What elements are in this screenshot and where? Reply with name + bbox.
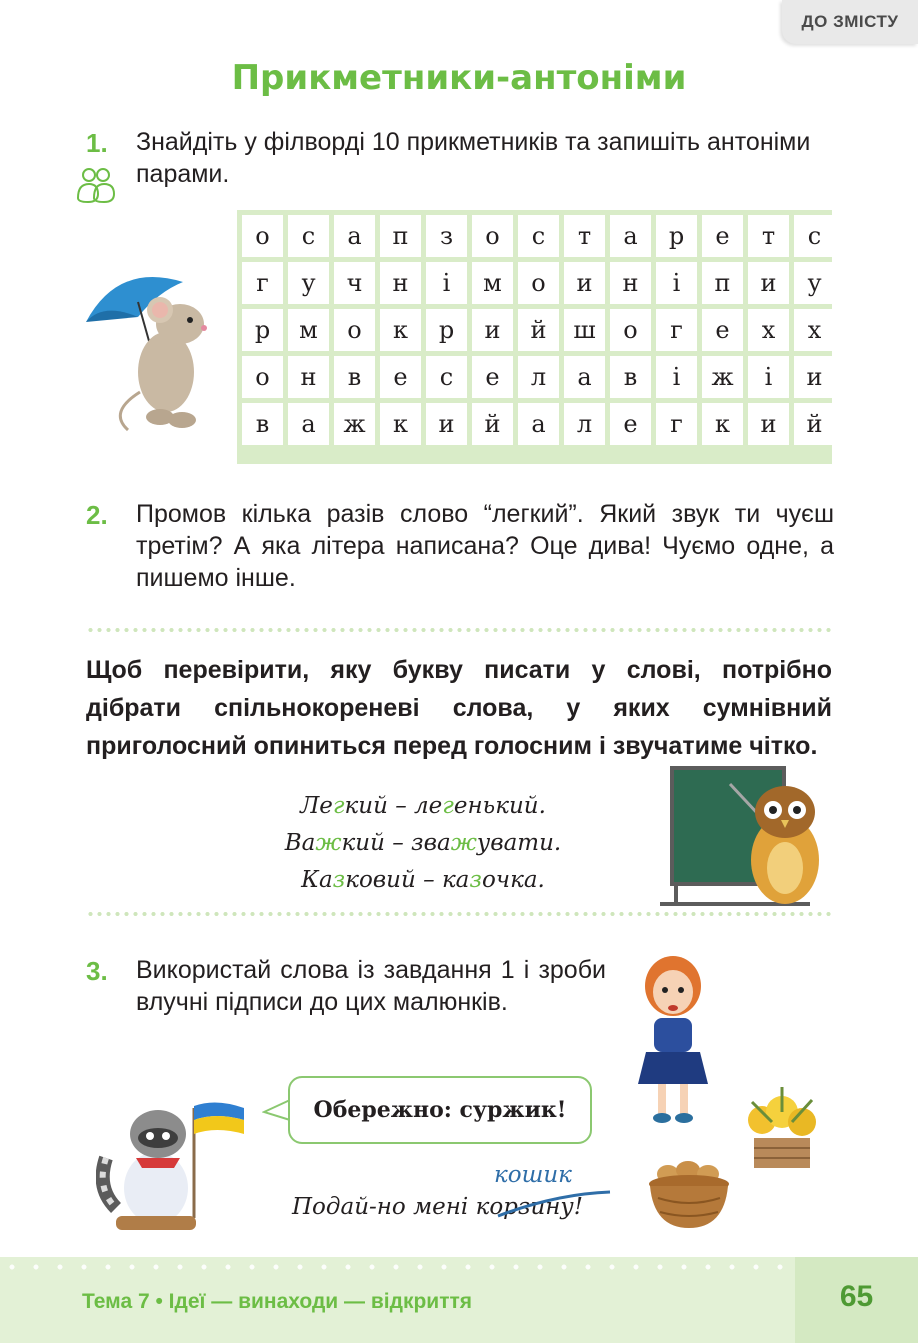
grid-cell: м bbox=[288, 309, 329, 351]
grid-cell: ж bbox=[702, 356, 743, 398]
grid-cell: е bbox=[610, 403, 651, 445]
grid-cell: і bbox=[426, 262, 467, 304]
grid-cell: т bbox=[748, 215, 789, 257]
task-2-text: Промов кілька разів слово “легкий”. Який звук ти чуєш третім? А яка літера написана? Оце дива! Чуємо одне, а пишемо інше. bbox=[136, 500, 834, 592]
grid-cell: у bbox=[794, 262, 835, 304]
grid-cell: й bbox=[518, 309, 559, 351]
grid-cell: з bbox=[426, 215, 467, 257]
grid-cell: е bbox=[702, 215, 743, 257]
task-3-number: 3. bbox=[86, 956, 108, 986]
grid-cell: х bbox=[794, 309, 835, 351]
grid-cell: и bbox=[426, 403, 467, 445]
divider-top bbox=[86, 626, 832, 634]
page-number: 65 bbox=[839, 1280, 874, 1313]
correction-word: кошик bbox=[494, 1162, 572, 1188]
girl-illustration bbox=[628, 948, 718, 1128]
grid-cell: с bbox=[288, 215, 329, 257]
toc-button[interactable] bbox=[782, 0, 918, 44]
sentence: Подай-но мені корзину! bbox=[292, 1194, 583, 1220]
grid-cell: к bbox=[702, 403, 743, 445]
grid-cell: с bbox=[426, 356, 467, 398]
grid-cell: а bbox=[334, 215, 375, 257]
grid-cell: е bbox=[472, 356, 513, 398]
wrong-word: корзину bbox=[475, 1194, 574, 1220]
grid-cell: п bbox=[702, 262, 743, 304]
grid-cell: н bbox=[610, 262, 651, 304]
task-1-number: 1. bbox=[86, 128, 108, 158]
grid-cell: в bbox=[334, 356, 375, 398]
grid-cell: й bbox=[794, 403, 835, 445]
footer-topic: Тема 7 • Ідеї — винаходи — відкриття bbox=[82, 1290, 473, 1313]
grid-cell: ш bbox=[564, 309, 605, 351]
grid-cell: и bbox=[748, 403, 789, 445]
grid-cell: л bbox=[518, 356, 559, 398]
grid-cell: х bbox=[748, 309, 789, 351]
grid-cell: в bbox=[610, 356, 651, 398]
divider-bottom bbox=[86, 910, 832, 918]
grid-cell: в bbox=[242, 403, 283, 445]
potato-basket-illustration bbox=[646, 1158, 732, 1232]
footer-pattern bbox=[0, 1258, 918, 1278]
page-title: Прикметники-антоніми bbox=[231, 58, 687, 98]
grid-cell: к bbox=[380, 309, 421, 351]
grid-cell: о bbox=[242, 356, 283, 398]
mouse-umbrella-illustration bbox=[78, 262, 213, 432]
grid-cell: и bbox=[564, 262, 605, 304]
grid-cell: а bbox=[518, 403, 559, 445]
task-1-text: Знайдіть у філворді 10 прикметників та запишіть антоніми парами. bbox=[136, 128, 811, 188]
grid-cell: о bbox=[334, 309, 375, 351]
grid-cell: ч bbox=[334, 262, 375, 304]
pair-icon bbox=[76, 164, 116, 206]
examples-block bbox=[258, 788, 588, 899]
grid-cell: а bbox=[610, 215, 651, 257]
grid-cell: р bbox=[426, 309, 467, 351]
grid-cell: к bbox=[380, 403, 421, 445]
flower-basket-illustration bbox=[732, 1082, 832, 1174]
speech-bubble: Обережно: суржик! bbox=[288, 1076, 592, 1144]
grid-cell: с bbox=[518, 215, 559, 257]
task-3-text: Використай слова із завдання 1 і зроби влучні підписи до цих малюнків. bbox=[136, 956, 606, 1016]
grid-cell: р bbox=[656, 215, 697, 257]
grid-cell: у bbox=[288, 262, 329, 304]
grid-cell: п bbox=[380, 215, 421, 257]
grid-cell: р bbox=[242, 309, 283, 351]
grid-cell: г bbox=[656, 403, 697, 445]
grid-cell: й bbox=[472, 403, 513, 445]
example-line-1: Легкий – легенький. bbox=[300, 793, 546, 819]
grid-cell: і bbox=[656, 262, 697, 304]
example-line-2: Важкий – зважувати. bbox=[284, 830, 562, 856]
grid-cell: о bbox=[242, 215, 283, 257]
grid-cell: а bbox=[564, 356, 605, 398]
example-line-3: Казковий – казочка. bbox=[301, 867, 545, 893]
grid-cell: е bbox=[380, 356, 421, 398]
grid-cell: г bbox=[242, 262, 283, 304]
grid-cell: о bbox=[610, 309, 651, 351]
grid-cell: о bbox=[518, 262, 559, 304]
grid-cell: м bbox=[472, 262, 513, 304]
rule-text: Щоб перевірити, яку букву писати у слові, потрібно дібрати спільнокореневі слова, у яких сумнівний приголосний опиниться перед голосним і звучатиме чітко. bbox=[86, 656, 832, 760]
word-search-grid bbox=[237, 210, 832, 464]
grid-cell: и bbox=[472, 309, 513, 351]
owl-teacher-illustration bbox=[660, 764, 825, 906]
grid-cell: е bbox=[702, 309, 743, 351]
grid-cell: и bbox=[748, 262, 789, 304]
grid-cell: а bbox=[288, 403, 329, 445]
grid-cell: г bbox=[656, 309, 697, 351]
grid-cell: н bbox=[380, 262, 421, 304]
grid-cell: н bbox=[288, 356, 329, 398]
strike-line bbox=[496, 1190, 612, 1220]
grid-cell: ж bbox=[334, 403, 375, 445]
grid-cell: о bbox=[472, 215, 513, 257]
toc-label: ДО ЗМІСТУ bbox=[801, 12, 899, 31]
grid-cell: и bbox=[794, 356, 835, 398]
task-2-number: 2. bbox=[86, 500, 108, 530]
grid-cell: і bbox=[656, 356, 697, 398]
grid-cell: л bbox=[564, 403, 605, 445]
raccoon-flag-illustration bbox=[96, 1098, 248, 1234]
grid-cell: с bbox=[794, 215, 835, 257]
grid-cell: і bbox=[748, 356, 789, 398]
grid-cell: т bbox=[564, 215, 605, 257]
